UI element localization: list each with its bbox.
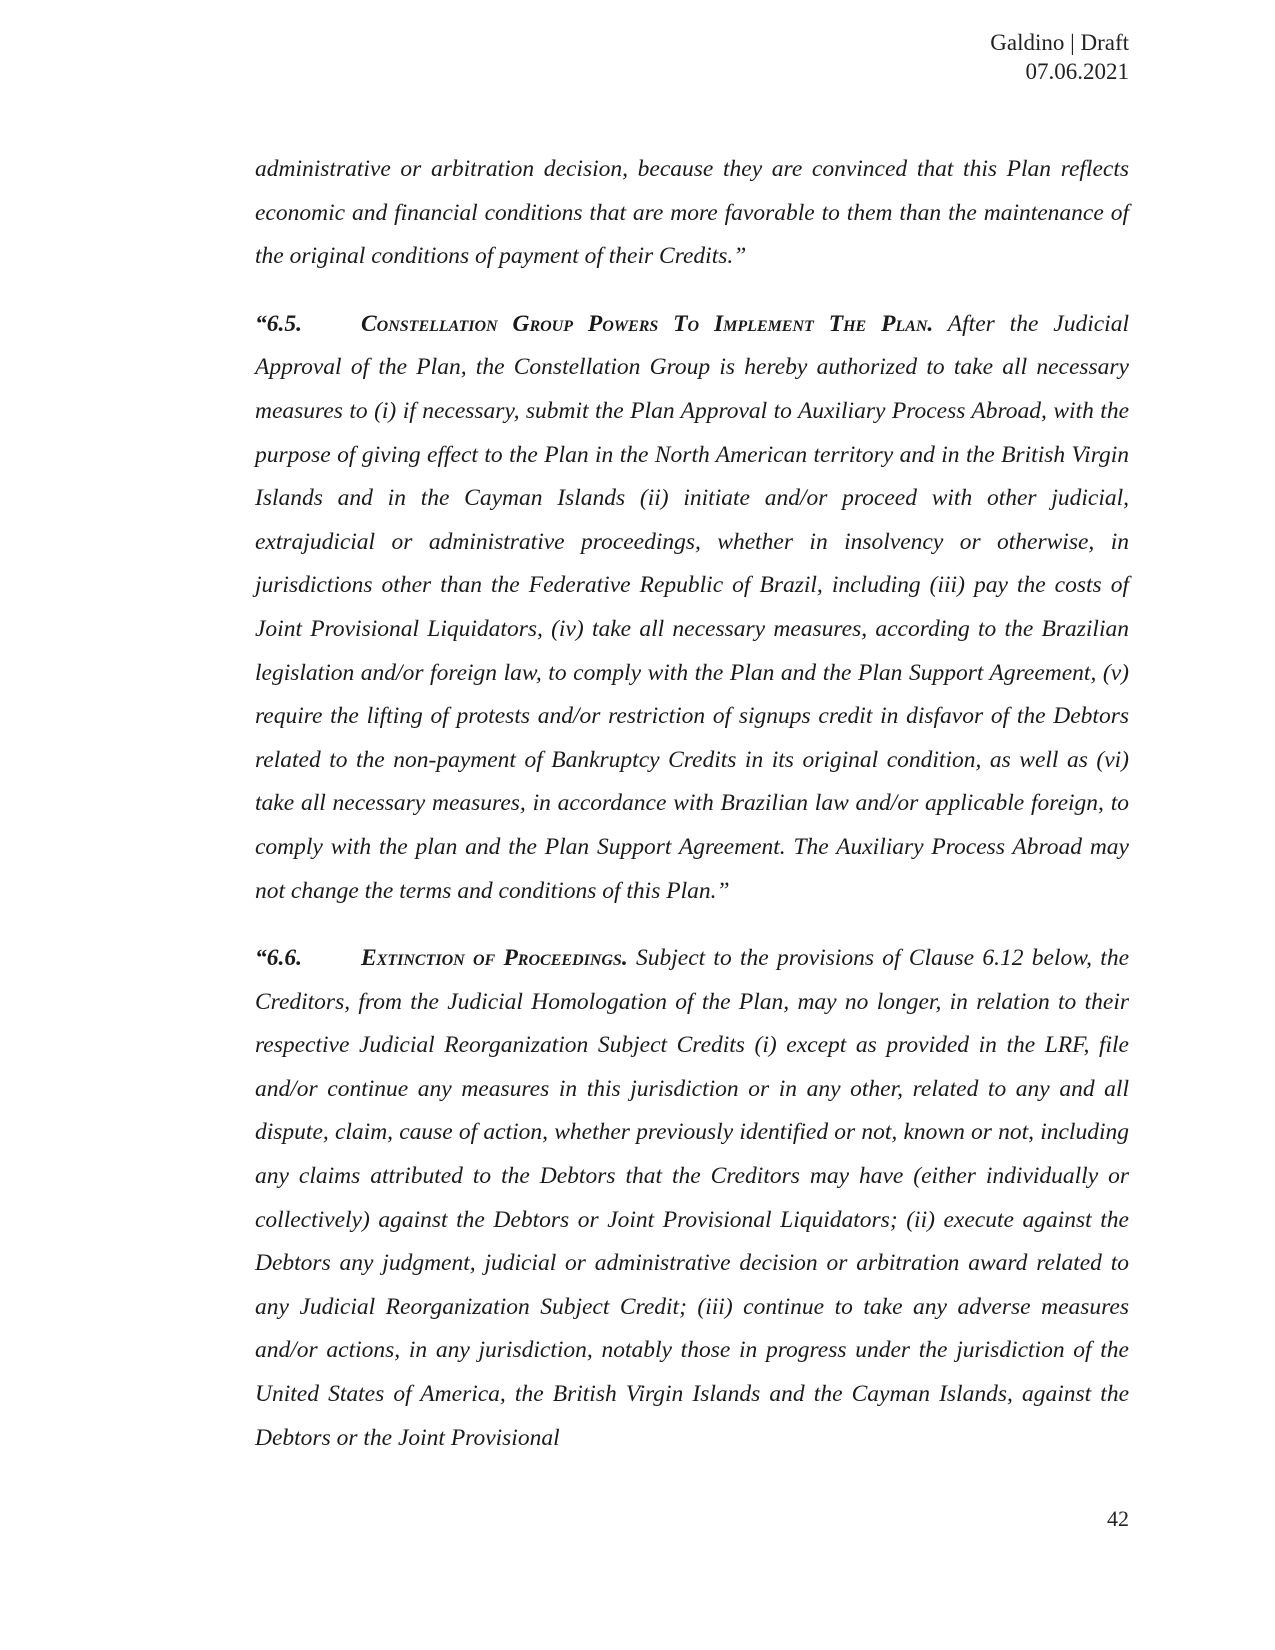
header-date: 07.06.2021 [1025, 59, 1129, 84]
clause-title: Extinction of Proceedings. [361, 945, 628, 972]
page-header [990, 28, 1129, 86]
document-body [255, 148, 1129, 1484]
clause-title: Constellation Group Powers To Implement The Plan. [361, 310, 934, 337]
clause-6-6 [255, 937, 1129, 1460]
clause-6-5 [255, 303, 1129, 913]
clause-text: Subject to the provisions of Clause 6.12 below, the Creditors, from the Judicial Homologation of the Plan, may no longer, in relation to their respective Judicial Reorganization Subject Credits (i) except as provided in the LRF, file and/or continue any measures in this jurisdiction or in any other, related to any and all dispute, claim, cause of action, whether previously identified or not, known or not, including any claims attributed to the Debtors that the Creditors may have (either individually or collectively) against the Debtors or Joint Provisional Liquidators; (ii) execute against the Debtors any judgment, judicial or administrative decision or arbitration award related to any Judicial Reorganization Subject Credit; (iii) continue to take any adverse measures and/or actions, in any jurisdiction, notably those in progress under the jurisdiction of the United States of America, the British Virgin Islands and the Cayman Islands, against the Debtors or the Joint Provisional [255, 945, 1130, 1451]
clause-text: After the Judicial Approval of the Plan, the Constellation Group is hereby authorized to take all necessary measures to (i) if necessary, submit the Plan Approval to Auxiliary Process Abroad, with the purpose of giving effect to the Plan in the North American territory and in the British Virgin Islands and in the Cayman Islands (ii) initiate and/or proceed with other judicial, extrajudicial or administrative proceedings, whether in insolvency or otherwise, in jurisdictions other than the Federative Republic of Brazil, including (iii) pay the costs of Joint Provisional Liquidators, (iv) take all necessary measures, according to the Brazilian legislation and/or foreign law, to comply with the Plan and the Plan Support Agreement, (v) require the lifting of protests and/or restriction of signups credit in disfavor of the Debtors related to the non-payment of Bankruptcy Credits in its original condition, as well as (vi) take all necessary measures, in accordance with Brazilian law and/or applicable foreign, to comply with the plan and the Plan Support Agreement. The Auxiliary Process Abroad may not change the terms and conditions of this Plan.” [255, 310, 1129, 904]
paragraph-continuation [255, 148, 1129, 279]
clause-number: “6.5. [255, 310, 302, 337]
header-author-status: Galdino | Draft [990, 30, 1129, 55]
clause-number: “6.6. [255, 945, 302, 972]
paragraph-text: administrative or arbitration decision, because they are convinced that this Plan reflects economic and financial conditions that are more favorable to them than the maintenance of the original conditions of payment of their Credits.” [255, 156, 1129, 270]
page-number: 42 [1107, 1506, 1129, 1531]
